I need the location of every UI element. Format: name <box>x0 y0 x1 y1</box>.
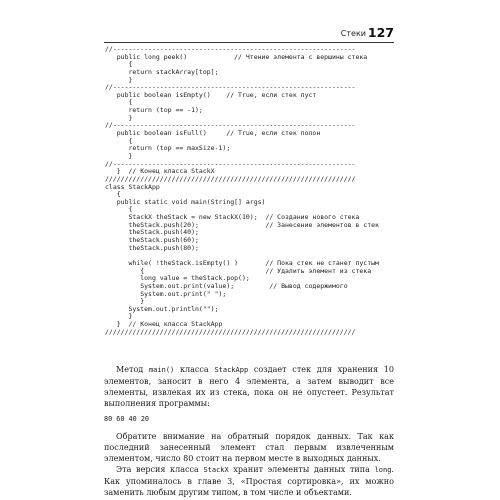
paragraph-order-note: Обратите внимание на обратный порядок данных. Так как последний занесенный элемент стал первым извлеченным элементом, число 80 стоит на первом месте в выходных данных. <box>104 432 394 463</box>
page-header <box>104 22 394 42</box>
code-line: { // Удалить элемент из стека <box>105 267 372 275</box>
code-line: theStack.push(80); <box>105 244 199 252</box>
code-line: return stackArray[top]; <box>105 68 219 76</box>
p3-text-a: Эта версия класса <box>116 465 204 474</box>
code-line: theStack.push(20); // Занесение элементов в стек <box>105 221 379 229</box>
code-line: { <box>105 61 133 69</box>
code-line: { <box>105 206 133 214</box>
code-line: return (top == maxSize-1); <box>105 145 231 153</box>
code-line: { <box>105 99 133 107</box>
code-line: } <box>105 152 133 160</box>
code-line: //-------------------------------------------------------------- <box>105 160 356 168</box>
p1-text-a: Метод <box>116 365 149 374</box>
code-line: theStack.push(60); <box>105 237 199 245</box>
paragraph-main-description <box>104 364 394 409</box>
code-line: System.out.print(" "); <box>105 290 227 298</box>
code-line: System.out.print(value); // Вывод содержимого <box>105 282 348 290</box>
code-line <box>105 252 397 260</box>
code-line: class StackApp <box>105 183 160 191</box>
code-line: } <box>105 76 133 84</box>
code-line: } <box>105 298 145 306</box>
code-line: } <box>105 114 133 122</box>
page-number: 127 <box>367 25 394 40</box>
code-line: { <box>105 137 133 145</box>
code-line: //////////////////////////////////////////////////////////////// <box>105 328 356 336</box>
p1-text-b: класса <box>174 365 215 374</box>
paragraph-version-note <box>104 464 394 498</box>
p3-class-code: StackX <box>203 466 229 474</box>
code-line: { <box>105 191 121 199</box>
p3-text-c: . Как упоминалось в главе 3, «Простая сортировка», их можно заменить любым другим типом, в том числе и объектами. <box>104 465 394 497</box>
code-line: StackX theStack = new StackX(10); // Создание нового стека <box>105 214 360 222</box>
code-line: theStack.push(40); <box>105 229 199 237</box>
p1-class-code: StackApp <box>214 366 249 374</box>
code-line: //////////////////////////////////////////////////////////////// <box>105 175 356 183</box>
code-line: //-------------------------------------------------------------- <box>105 46 356 53</box>
code-line: System.out.println(""); <box>105 305 219 313</box>
code-line: } // Конец класса StackApp <box>105 321 223 329</box>
p3-type-code: long <box>374 466 392 474</box>
header-rule <box>104 42 394 43</box>
code-line: public boolean isFull() // True, если стек полон <box>105 130 321 138</box>
code-line: } // Конец класса StackX <box>105 168 215 176</box>
program-output: 80 60 40 20 <box>104 415 150 423</box>
code-listing <box>105 46 397 336</box>
code-line: long value = theStack.pop(); <box>105 275 250 283</box>
code-line: //-------------------------------------------------------------- <box>105 84 356 92</box>
code-line: public long peek() // Чтение элемента с вершины стека <box>105 53 368 61</box>
code-line: public boolean isEmpty() // True, если стек пуст <box>105 91 317 99</box>
code-line: //-------------------------------------------------------------- <box>105 122 356 130</box>
body-text <box>104 364 394 498</box>
code-line: return (top == -1); <box>105 107 203 115</box>
p1-text-c: создает стек для хранения 10 элементов, заносит в него 4 элемента, а затем выводит все элементы, извлекая их из стека, пока он не опустеет. Результат выполнения программы: <box>104 365 394 408</box>
code-line: } <box>105 313 133 321</box>
running-title: Стеки <box>340 29 366 38</box>
p1-main-code: main() <box>148 366 175 374</box>
code-line: public static void main(String[] args) <box>105 198 266 206</box>
code-line: while( !theStack.isEmpty() ) // Пока стек не станет пустым <box>105 259 379 267</box>
p3-text-b: хранит элементы данных типа <box>228 465 375 474</box>
